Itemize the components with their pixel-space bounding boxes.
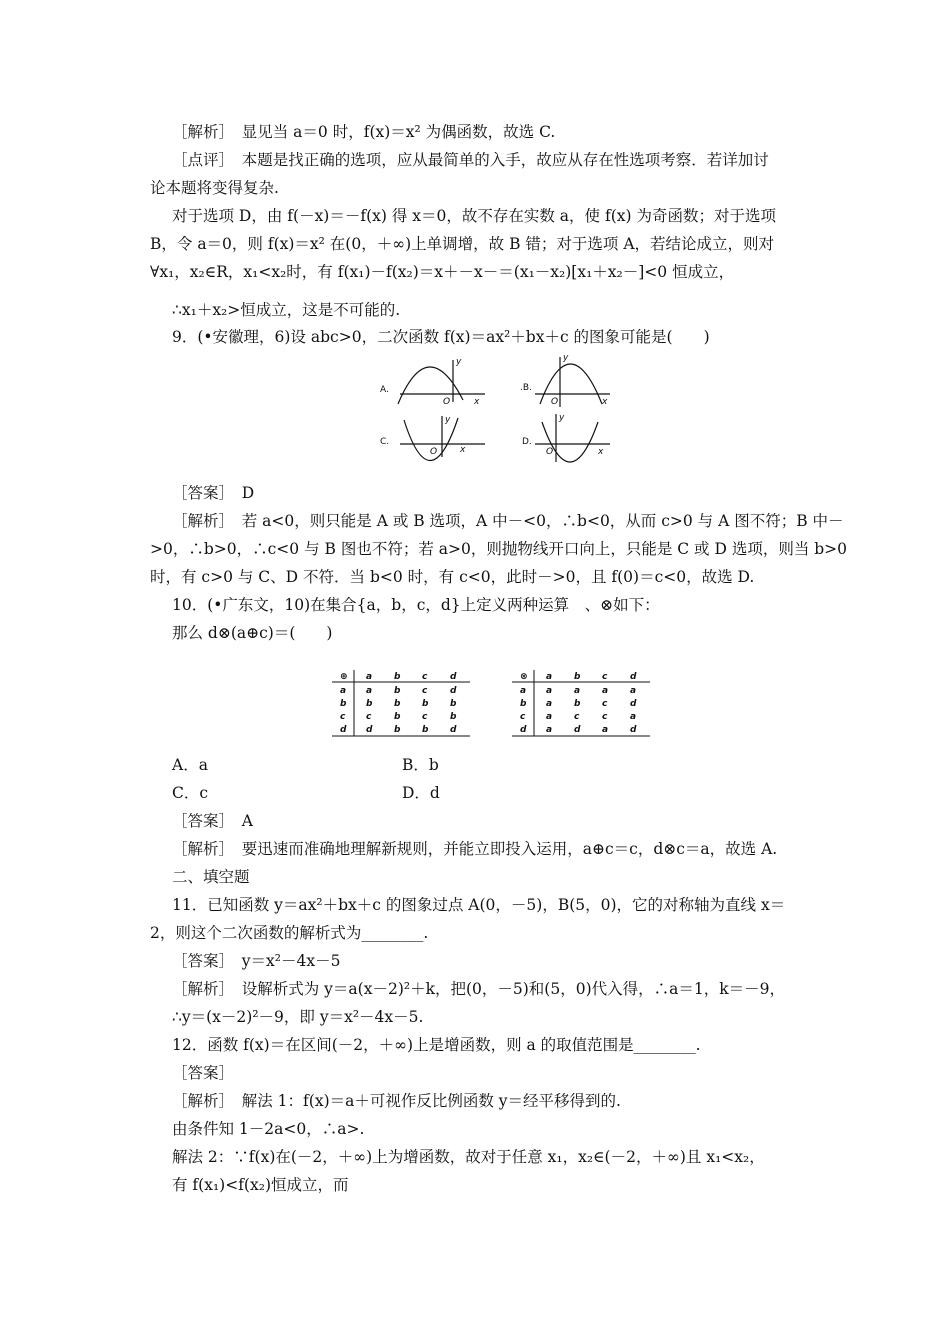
- text-line: ∀x₁，x₂∈R，x₁<x₂时，有 f(x₁)－f(x₂)＝x＋－x－＝(x₁－x₂)[x₁＋x₂－]<0 恒成立，: [150, 263, 735, 281]
- table-cell: b: [394, 699, 401, 709]
- text-line: 解法 2：∵f(x)在(－2，＋∞)上为增函数，故对于任意 x₁，x₂∈(－2，＋∞)且 x₁<x₂，: [172, 1148, 765, 1166]
- table-cell: c: [422, 686, 428, 696]
- table-cell: c: [366, 712, 372, 722]
- table-cell: c: [602, 712, 608, 722]
- table-cell: b: [366, 699, 373, 709]
- text-line: ［答案］ D: [172, 484, 255, 502]
- text-line: 有 f(x₁)<f(x₂)恒成立，而: [172, 1176, 349, 1194]
- table-cell: b: [450, 712, 457, 722]
- text-line: 2，则这个二次函数的解析式为________.: [150, 924, 429, 942]
- axis-y-label: y: [445, 415, 451, 425]
- section-heading: 二、填空题: [172, 868, 250, 886]
- text-line: 论本题将变得复杂.: [150, 179, 279, 197]
- option-b: B．b: [402, 756, 439, 774]
- table-cell: a: [630, 686, 637, 696]
- table-cell: d: [366, 725, 373, 735]
- axis-x-label: x: [602, 397, 608, 407]
- question-11: 11．已知函数 y＝ax²＋bx＋c 的图象过点 A(0，－5)，B(5，0)，它的对称轴为直线 x＝: [172, 896, 786, 914]
- table-cell: b: [574, 699, 581, 709]
- table-cell: d: [450, 686, 457, 696]
- text-line: ［解析］ 若 a<0，则只能是 A 或 B 选项，A 中－<0，∴b<0，从而 c>0 与 A 图不符；B 中－: [172, 512, 844, 530]
- option-a: A．a: [172, 756, 208, 774]
- table-cell: b: [394, 712, 401, 722]
- table-cell: d: [574, 725, 581, 735]
- table-cell: d: [520, 725, 527, 735]
- table-cell: a: [546, 699, 553, 709]
- text-line: >0，∴b>0，∴c<0 与 B 图也不符；若 a>0，则抛物线开口向上，只能是 C 或 D 选项，则当 b>0: [150, 540, 848, 558]
- axis-x-label: x: [460, 445, 466, 455]
- text-line: ∴x₁＋x₂>恒成立，这是不可能的.: [172, 301, 401, 319]
- text-line: ［答案］ A: [172, 812, 253, 830]
- table-cell: a: [630, 712, 637, 722]
- table-cell: d: [630, 699, 637, 709]
- origin-label: O: [546, 447, 554, 457]
- text-line: ［解析］ 解法 1：f(x)＝a＋可视作反比例函数 y＝经平移得到的.: [172, 1092, 621, 1110]
- table-cell: a: [520, 686, 527, 696]
- table-header-cell: a: [366, 672, 373, 682]
- text-line: ［解析］ 要迅速而准确地理解新规则，并能立即投入运用，a⊕c＝c，d⊗c＝a，故选 A.: [172, 840, 778, 858]
- text-line: ［答案］: [172, 1064, 235, 1082]
- table-cell: b: [422, 725, 429, 735]
- table-operator: ⊕: [340, 672, 348, 682]
- table-cell: a: [340, 686, 347, 696]
- table-cell: c: [520, 712, 526, 722]
- option-c: C．c: [172, 784, 209, 802]
- table-cell: b: [422, 699, 429, 709]
- graph-label-d: D.: [522, 437, 532, 447]
- table-header-cell: c: [422, 672, 428, 682]
- table-cell: b: [340, 699, 347, 709]
- table-header-cell: a: [546, 672, 553, 682]
- table-header-cell: d: [630, 672, 637, 682]
- table-cell: a: [602, 725, 609, 735]
- table-cell: a: [366, 686, 373, 696]
- table-cell: a: [574, 686, 581, 696]
- table-cell: c: [602, 699, 608, 709]
- origin-label: O: [551, 397, 559, 407]
- table-cell: a: [546, 686, 553, 696]
- text-line: 由条件知 1－2a<0，∴a>.: [172, 1120, 365, 1138]
- graph-label-b: .B.: [520, 383, 532, 393]
- text-line: ［答案］ y＝x²－4x－5: [172, 952, 341, 970]
- table-cell: d: [630, 725, 637, 735]
- table-operator: ⊗: [520, 672, 528, 682]
- table-cell: d: [340, 725, 347, 735]
- table-cell: a: [546, 725, 553, 735]
- text-line: ［解析］ 设解析式为 y＝a(x－2)²＋k，把(0，－5)和(5，0)代入得，∴a＝1，k＝－9，: [172, 980, 785, 998]
- table-header-cell: c: [602, 672, 608, 682]
- graph-label-c: C.: [380, 437, 390, 447]
- table-cell: b: [450, 699, 457, 709]
- axis-x-label: x: [598, 447, 604, 457]
- table-cell: d: [450, 725, 457, 735]
- operation-tables: [330, 668, 660, 740]
- text-line: B，令 a＝0，则 f(x)＝x² 在(0，＋∞)上单调增，故 B 错；对于选项 A，若结论成立，则对: [150, 235, 775, 253]
- table-cell: c: [422, 712, 428, 722]
- text-line: 时，有 c>0 与 C、D 不符．当 b<0 时，有 c<0，此时－>0，且 f(0)＝c<0，故选 D.: [150, 568, 755, 586]
- table-header-cell: b: [394, 672, 401, 682]
- table-cell: a: [546, 712, 553, 722]
- table-cell: a: [602, 686, 609, 696]
- question-12: 12．函数 f(x)＝在区间(－2，＋∞)上是增函数，则 a 的取值范围是________.: [172, 1036, 701, 1054]
- table-cell: b: [394, 725, 401, 735]
- question-9: 9．(•安徽理，6)设 abc>0，二次函数 f(x)＝ax²＋bx＋c 的图象可能是( ): [172, 328, 710, 346]
- table-cell: c: [340, 712, 346, 722]
- text-line: 那么 d⊗(a⊕c)＝( ): [172, 624, 333, 642]
- axis-y-label: y: [456, 357, 462, 367]
- axis-y-label: y: [559, 413, 565, 423]
- axis-x-label: x: [474, 397, 480, 407]
- table-cell: b: [394, 686, 401, 696]
- origin-label: O: [443, 397, 451, 407]
- text-line: ［解析］ 显见当 a＝0 时，f(x)＝x² 为偶函数，故选 C.: [172, 123, 556, 141]
- text-line: ∴y＝(x－2)²－9，即 y＝x²－4x－5.: [172, 1008, 424, 1026]
- origin-label: O: [430, 447, 438, 457]
- table-header-cell: d: [450, 672, 457, 682]
- table-cell: c: [574, 712, 580, 722]
- table-header-cell: b: [574, 672, 581, 682]
- table-cell: b: [520, 699, 527, 709]
- question-10: 10．(•广东文，10)在集合{a，b，c，d}上定义两种运算 、⊗如下：: [172, 596, 660, 614]
- graph-label-a: A.: [380, 385, 389, 395]
- option-d: D．d: [402, 784, 440, 802]
- text-line: ［点评］ 本题是找正确的选项，应从最简单的入手，故应从存在性选项考察．若详加讨: [172, 151, 769, 169]
- text-line: 对于选项 D，由 f(－x)＝－f(x) 得 x＝0，故不存在实数 a，使 f(x) 为奇函数；对于选项: [172, 207, 776, 225]
- figure-9-graphs: [370, 352, 620, 472]
- axis-y-label: y: [563, 353, 569, 363]
